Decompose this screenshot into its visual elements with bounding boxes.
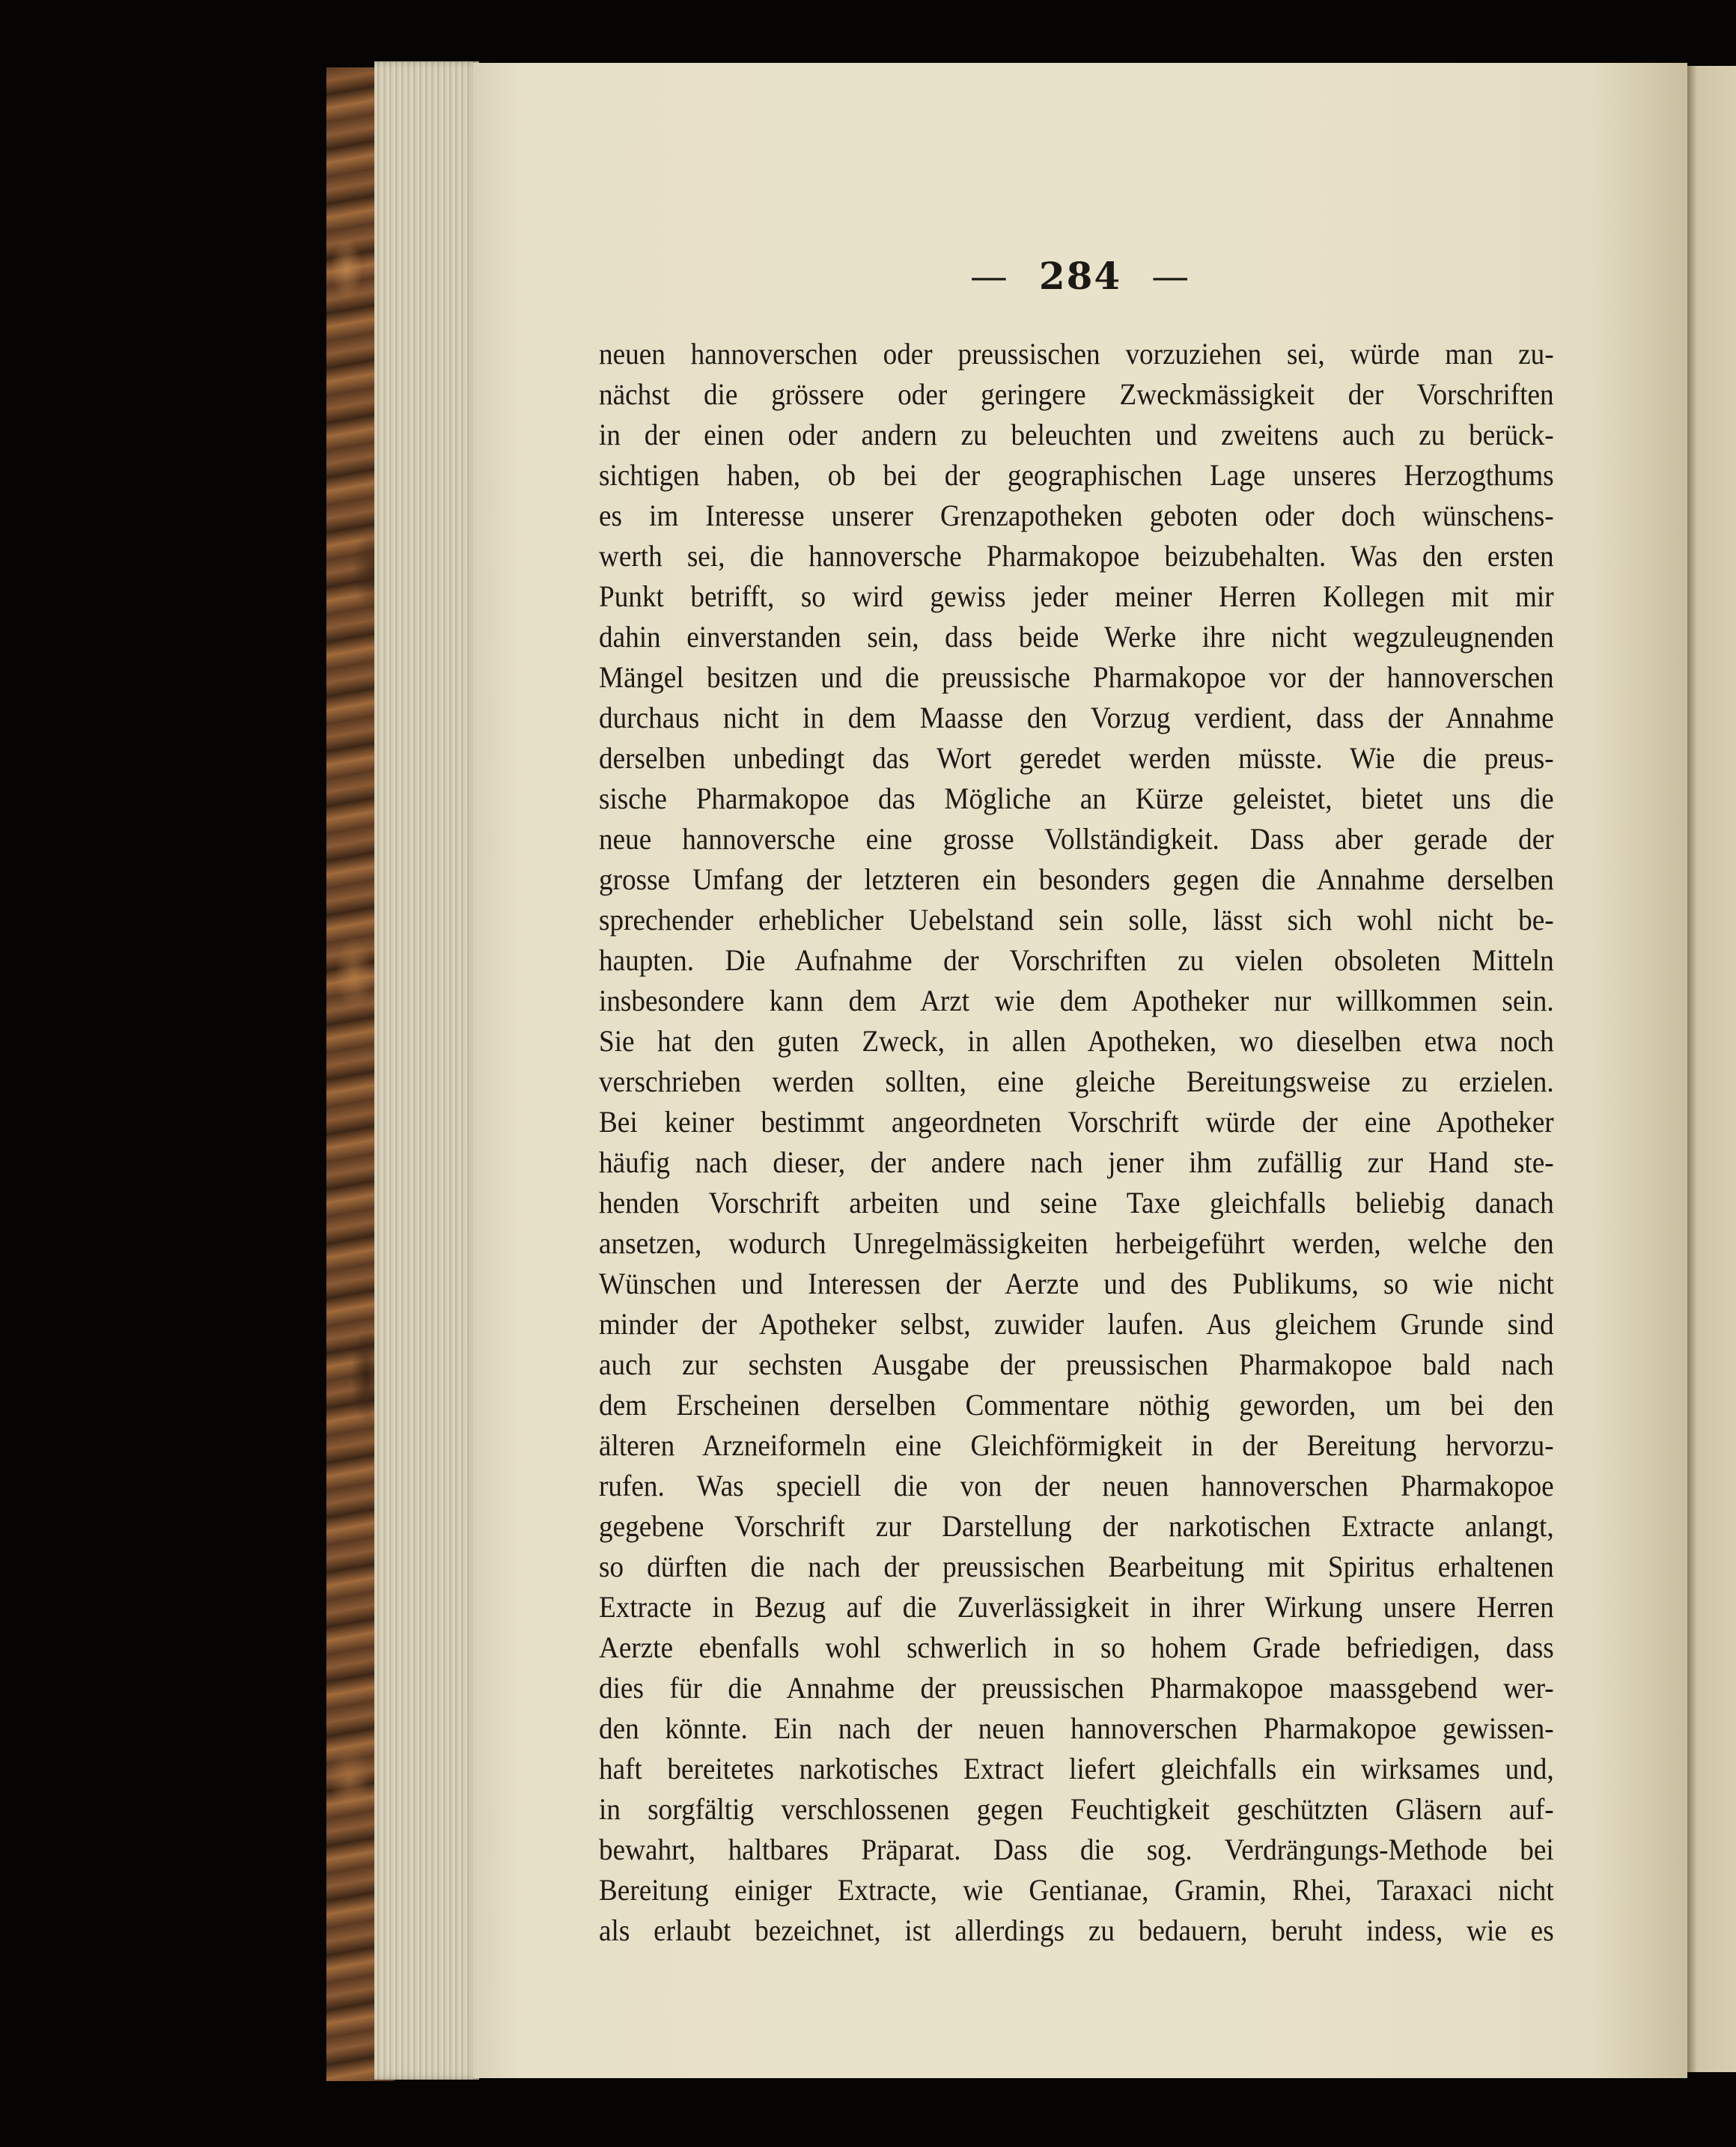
body-text — [599, 334, 1554, 1951]
text-line: den könnte. Ein nach der neuen hannoverschen Pharmakopoe gewissen- — [599, 1711, 1554, 1745]
text-line: es im Interesse unserer Grenzapotheken geboten oder doch wünschens- — [599, 499, 1554, 532]
text-line: dahin einverstanden sein, dass beide Werke ihre nicht wegzuleugnenden — [599, 620, 1554, 654]
text-line: sichtigen haben, ob bei der geographischen Lage unseres Herzogthums — [599, 458, 1554, 492]
text-line: derselben unbedingt das Wort geredet werden müsste. Wie die preus- — [599, 741, 1554, 775]
text-line: dies für die Annahme der preussischen Pharmakopoe maassgebend wer- — [599, 1671, 1554, 1705]
book-page — [473, 63, 1687, 2078]
text-line: Aerzte ebenfalls wohl schwerlich in so hohem Grade befriedigen, dass — [599, 1630, 1554, 1664]
text-line: auch zur sechsten Ausgabe der preussischen Pharmakopoe bald nach — [599, 1347, 1554, 1381]
text-line: nächst die grössere oder geringere Zweckmässigkeit der Vorschriften — [599, 377, 1554, 411]
page-number-header — [473, 254, 1687, 298]
text-line: insbesondere kann dem Arzt wie dem Apotheker nur willkommen sein. — [599, 984, 1554, 1017]
text-line: henden Vorschrift arbeiten und seine Taxe gleichfalls beliebig danach — [599, 1186, 1554, 1219]
page-edges — [374, 61, 479, 2080]
text-line: als erlaubt bezeichnet, ist allerdings zu bedauern, beruht indess, wie es — [599, 1913, 1554, 1947]
text-line: häufig nach dieser, der andere nach jener ihm zufällig zur Hand ste- — [599, 1145, 1554, 1179]
text-line: neue hannoversche eine grosse Vollständigkeit. Dass aber gerade der — [599, 822, 1554, 856]
text-line: sische Pharmakopoe das Mögliche an Kürze geleistet, bietet uns die — [599, 782, 1554, 815]
text-line: Mängel besitzen und die preussische Pharmakopoe vor der hannoverschen — [599, 660, 1554, 694]
text-line: neuen hannoverschen oder preussischen vorzuziehen sei, würde man zu- — [599, 337, 1554, 371]
text-line: Punkt betrifft, so wird gewiss jeder meiner Herren Kollegen mit mir — [599, 579, 1554, 613]
text-line: in sorgfältig verschlossenen gegen Feuchtigkeit geschützten Gläsern auf- — [599, 1792, 1554, 1826]
text-line: grosse Umfang der letzteren ein besonders gegen die Annahme derselben — [599, 862, 1554, 896]
text-line: dem Erscheinen derselben Commentare nöthig geworden, um bei den — [599, 1388, 1554, 1422]
text-line: Bereitung einiger Extracte, wie Gentianae, Gramin, Rhei, Taraxaci nicht — [599, 1873, 1554, 1907]
text-line: werth sei, die hannoversche Pharmakopoe beizubehalten. Was den ersten — [599, 539, 1554, 573]
text-line: so dürften die nach der preussischen Bearbeitung mit Spiritus erhaltenen — [599, 1550, 1554, 1583]
text-line: verschrieben werden sollten, eine gleiche Bereitungsweise zu erzielen. — [599, 1065, 1554, 1098]
text-line: bewahrt, haltbares Präparat. Dass die sog. Verdrängungs-Methode bei — [599, 1833, 1554, 1866]
dash-left: — — [969, 255, 1009, 298]
text-line: Extracte in Bezug auf die Zuverlässigkeit in ihrer Wirkung unsere Herren — [599, 1590, 1554, 1624]
text-line: Sie hat den guten Zweck, in allen Apotheken, wo dieselben etwa noch — [599, 1024, 1554, 1058]
page-number: 284 — [1038, 254, 1122, 298]
text-line: Wünschen und Interessen der Aerzte und des Publikums, so wie nicht — [599, 1267, 1554, 1300]
dash-right: — — [1151, 255, 1191, 298]
text-line: minder der Apotheker selbst, zuwider laufen. Aus gleichem Grunde sind — [599, 1307, 1554, 1341]
facing-page — [1687, 66, 1736, 2072]
text-line: haupten. Die Aufnahme der Vorschriften zu vielen obsoleten Mitteln — [599, 943, 1554, 977]
text-line: sprechender erheblicher Uebelstand sein solle, lässt sich wohl nicht be- — [599, 903, 1554, 937]
text-line: gegebene Vorschrift zur Darstellung der narkotischen Extracte anlangt, — [599, 1509, 1554, 1543]
text-line: älteren Arzneiformeln eine Gleichförmigkeit in der Bereitung hervorzu- — [599, 1428, 1554, 1462]
text-line: haft bereitetes narkotisches Extract liefert gleichfalls ein wirksames und, — [599, 1752, 1554, 1785]
text-line: rufen. Was speciell die von der neuen hannoverschen Pharmakopoe — [599, 1469, 1554, 1502]
text-line: in der einen oder andern zu beleuchten und zweitens auch zu berück- — [599, 418, 1554, 451]
text-line: ansetzen, wodurch Unregelmässigkeiten herbeigeführt werden, welche den — [599, 1226, 1554, 1260]
text-line: durchaus nicht in dem Maasse den Vorzug verdient, dass der Annahme — [599, 701, 1554, 734]
text-line: Bei keiner bestimmt angeordneten Vorschrift würde der eine Apotheker — [599, 1105, 1554, 1139]
